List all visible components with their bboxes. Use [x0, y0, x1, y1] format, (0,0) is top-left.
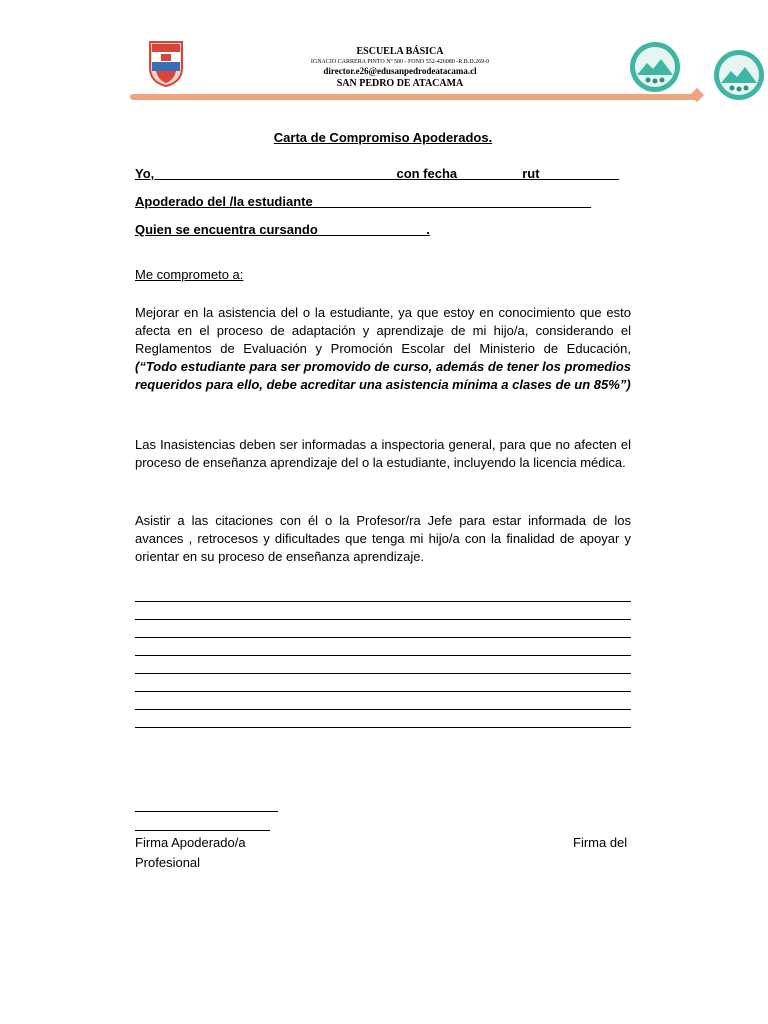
school-city: SAN PEDRO DE ATACAMA	[336, 78, 464, 89]
letterhead	[0, 0, 768, 115]
field-name-date-rut: Yo,_________________________________ con fecha_________rut___________	[135, 166, 620, 181]
professional-label: Profesional	[135, 855, 201, 870]
signature-line-guardian	[135, 811, 278, 812]
attendance-quote: (“Todo estudiante para ser promovido de curso, además de tener los promedios requeridos para ello, debe acreditar una asistencia mínima a clases de un 85%”)	[135, 359, 631, 392]
school-crest-icon	[146, 38, 186, 88]
blank-writing-lines	[135, 601, 631, 745]
guardian-signature-label: Firma Apoderado/a	[135, 835, 246, 850]
blank-line	[135, 709, 631, 710]
school-email: director.e26@edusanpedrodeatacama.cl	[323, 66, 477, 76]
blank-line	[135, 727, 631, 728]
blank-line	[135, 619, 631, 620]
blank-line	[135, 691, 631, 692]
attendance-text: Mejorar en la asistencia del o la estudiante, ya que estoy en conocimiento que esto afecta en el proceso de adaptación y aprendizaje de mi hijo/a, considerando el Reglamentos de Evaluación y Promoción Escolar del Ministerio de Educación,	[135, 305, 631, 356]
field-guardian-of-student: Apoderado del /la estudiante ______________________________________	[135, 194, 592, 209]
mountain-logo-icon	[629, 41, 681, 93]
signature-line-guardian-2	[135, 830, 270, 831]
school-address: IGNACIO CARRERA PINTO Nº 500 - FONO 552-426080 -R.B.D.269-0	[310, 59, 490, 65]
absence-paragraph: Las Inasistencias deben ser informadas a inspectoria general, para que no afecten el proceso de enseñanza aprendizaje del o la estudiante, incluyendo la licencia médica.	[135, 437, 631, 470]
attendance-paragraph	[135, 304, 631, 394]
blank-line	[135, 637, 631, 638]
blank-line	[135, 601, 631, 602]
field-current-grade: Quien se encuentra cursando_______________.	[135, 222, 430, 237]
signature-label-left	[135, 833, 246, 873]
school-info	[280, 46, 520, 90]
meetings-paragraph: Asistir a las citaciones con él o la Profesor/ra Jefe para estar informada de los avances , retrocesos y dificultades que tenga mi hijo/a con la finalidad de apoyar y orientar en su proceso de enseñanza aprendizaje.	[135, 513, 631, 564]
blank-line	[135, 655, 631, 656]
header-divider	[130, 94, 700, 100]
school-name: ESCUELA BÁSICA	[356, 46, 444, 57]
mountain-logo-icon-secondary	[713, 49, 765, 101]
page-title: Carta de Compromiso Apoderados.	[273, 130, 493, 145]
commitment-heading: Me comprometo a:	[135, 267, 244, 282]
signature-label-right: Firma del	[573, 835, 628, 850]
letter-body	[135, 125, 631, 564]
blank-line	[135, 673, 631, 674]
